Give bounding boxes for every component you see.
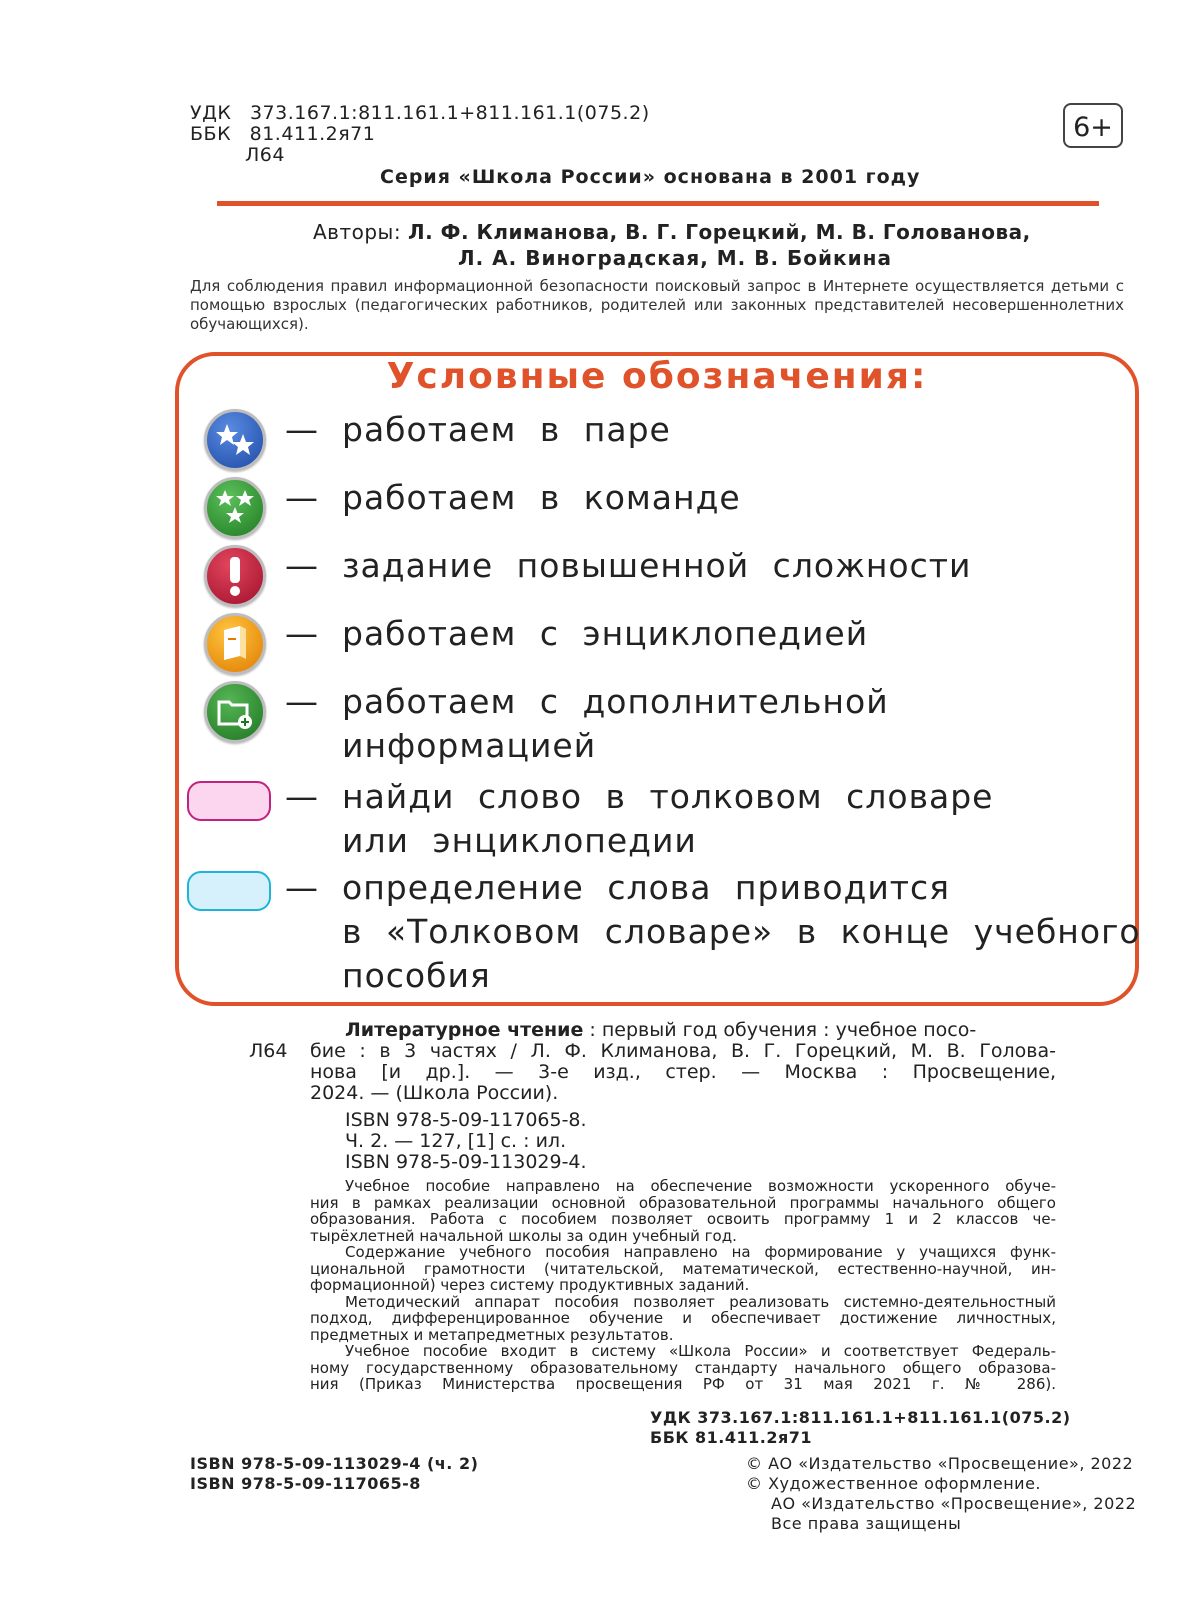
annotation-p1-l3: образования. Работа с пособием позволяет освоить программу 1 и 2 классов че- [310,1210,1056,1228]
legend-text-dictionary-l1: найди слово в толковом словаре [342,777,994,816]
book-icon [204,613,266,675]
copyright-publisher: © АО «Издательство «Просвещение», 2022 [746,1454,1134,1473]
bib-line-2: бие : в 3 частях / Л. Ф. Климанова, В. Г. Горецкий, М. В. Голова- [310,1040,1056,1062]
bib-line-3: нова [и др.]. — 3-е изд., стер. — Москва : Просвещение, [310,1061,1056,1083]
age-rating-badge: 6+ [1063,103,1123,148]
annotation-p1-l1: Учебное пособие направлено на обеспечение возможности ускоренного обуче- [345,1177,1056,1195]
authors-line-1 [313,220,1031,244]
annotation-p1-l2: ния в рамках реализации основной образовательной программы начального общего [310,1193,1056,1212]
legend-dash: — [285,614,318,653]
legend-dash: — [285,682,318,721]
annotation-p2-l3: формационной) через систему продуктивных заданий. [310,1276,750,1294]
authors-label: Авторы: [313,220,402,244]
footer-isbn-part: ISBN 978-5-09-113029-4 (ч. 2) [190,1454,479,1473]
bib-line-1 [345,1020,976,1041]
copyright-design: © Художественное оформление. [746,1474,1041,1493]
three-stars-icon [204,477,266,539]
udk-row [190,103,650,124]
annotation-p1-l4: тырёхлетней начальной школы за один учебный год. [310,1226,737,1245]
legend-dash: — [285,868,318,907]
legend-dash: — [285,777,318,816]
legend-text-extra-l2: информацией [342,726,597,765]
two-stars-icon [204,409,266,471]
safety-notice: Для соблюдения правил информационной безопасности поисковый запрос в Интернете осуществляется детьми с помощью взрослых (педагогических работников, родителей или законных представителей несовершеннолетних обучающихся). [190,277,1124,333]
udk-value: 373.167.1:811.161.1+811.161.1(075.2) [249,102,650,124]
bbk-label: ББК [190,123,232,145]
legend-dash: — [285,478,318,517]
author-mark: Л64 [245,144,285,166]
legend-text-definition-l3: пособия [342,956,491,995]
bib-line-1-rest: : первый год обучения : учебное посо- [583,1019,977,1041]
bib-title: Литературное чтение [345,1019,584,1041]
folder-plus-icon [204,681,266,743]
authors-names-2: Л. А. Виноградская, М. В. Бойкина [458,246,892,270]
blue-pill-marker [187,871,271,911]
annotation-p4-l3: ния (Приказ Министерства просвещения РФ от 31 мая 2021 г. № 286). [310,1375,1056,1393]
bib-isbn-2: ISBN 978-5-09-113029-4. [345,1151,587,1173]
annotation-p2-l1: Содержание учебного пособия направлено на формирование у учащихся функ- [345,1243,1056,1261]
bbk-row [190,124,375,145]
legend-text-definition-l1: определение слова приводится [342,868,951,907]
footer-isbn-total: ISBN 978-5-09-117065-8 [190,1474,421,1493]
legend-text-dictionary-l2: или энциклопедии [342,821,697,860]
bib-isbn-1: ISBN 978-5-09-117065-8. [345,1109,587,1131]
bib-part: Ч. 2. — 127, [1] с. : ил. [345,1130,567,1152]
legend-text-difficult: задание повышенной сложности [342,546,972,585]
annotation-p2-l2: циональной грамотности (читательской, математической, естественно-научной, ин- [310,1259,1056,1278]
bbk-value: 81.411.2я71 [249,123,376,145]
annotation-p3-l2: подход, дифференцированное обучение и обеспечивает достижение личностных, [310,1309,1056,1327]
copyright-design-owner: АО «Издательство «Просвещение», 2022 [771,1494,1137,1513]
bib-mark: Л64 [249,1040,288,1062]
legend-text-extra-l1: работаем с дополнительной [342,682,889,721]
annotation-p4-l2: ному государственному образовательному стандарту начального общего образова- [310,1358,1056,1377]
bib-udk: УДК 373.167.1:811.161.1+811.161.1(075.2) [650,1408,1071,1427]
legend-text-team: работаем в команде [342,478,741,517]
legend-text-pair: работаем в паре [342,410,671,449]
divider-rule [217,201,1099,206]
bib-bbk: ББК 81.411.2я71 [650,1428,813,1447]
annotation-p3-l1: Методический аппарат пособия позволяет реализовать системно-деятельностный [345,1292,1056,1311]
pink-pill-marker [187,781,271,821]
series-line: Серия «Школа России» основана в 2001 году [380,166,921,188]
rights-reserved: Все права защищены [771,1514,962,1533]
annotation-p3-l3: предметных и метапредметных результатов. [310,1325,674,1344]
bib-line-4: 2024. — (Школа России). [310,1082,559,1104]
udk-label: УДК [190,102,232,124]
legend-dash: — [285,546,318,585]
legend-text-encyclopedia: работаем с энциклопедией [342,614,869,653]
legend-dash: — [285,410,318,449]
annotation [310,1178,1056,1393]
legend-text-definition-l2: в «Толковом словаре» в конце учебного [342,912,1141,951]
annotation-p4-l1: Учебное пособие входит в систему «Школа России» и соответствует Федераль- [345,1342,1056,1360]
exclamation-icon [204,545,266,607]
legend-title: Условные обозначения: [386,356,928,397]
authors-names-1: Л. Ф. Климанова, В. Г. Горецкий, М. В. Голованова, [407,220,1031,244]
